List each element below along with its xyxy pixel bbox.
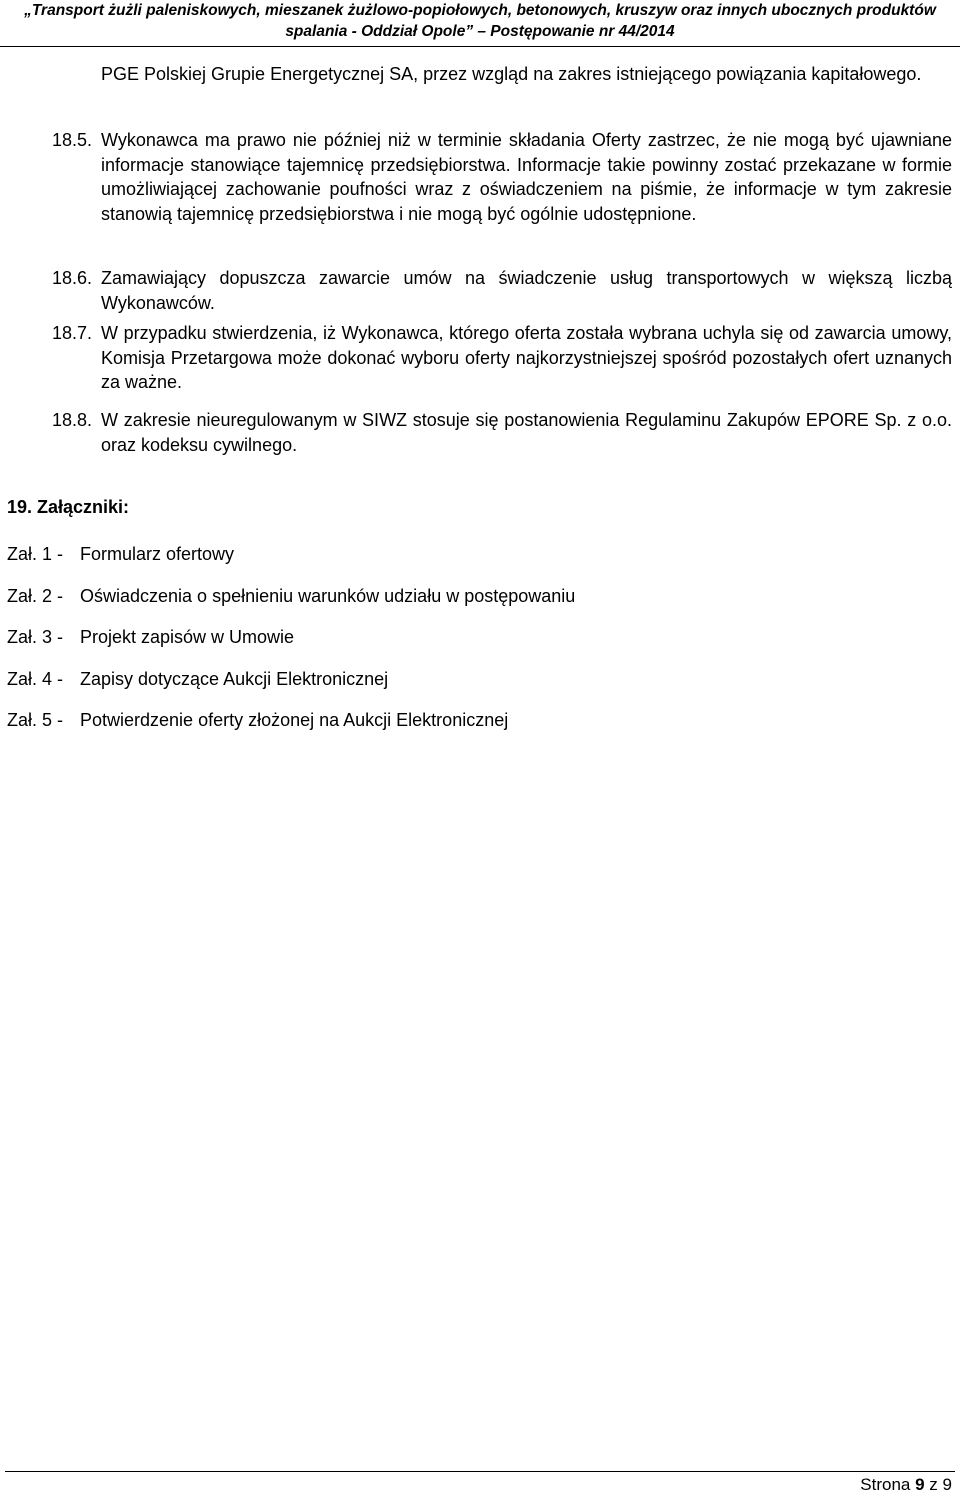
attachment-number: Zał. 4 - bbox=[7, 669, 64, 689]
attachment-number: Zał. 5 - bbox=[7, 710, 64, 730]
header-divider bbox=[0, 46, 960, 47]
attachment-number: Zał. 2 - bbox=[7, 586, 64, 606]
attachment-item bbox=[7, 584, 575, 608]
attachment-title: Zapisy dotyczące Aukcji Elektronicznej bbox=[80, 669, 389, 689]
continuation-paragraph: PGE Polskiej Grupie Energetycznej SA, przez wzgląd na zakres istniejącego powiązania kapitałowego. bbox=[101, 64, 922, 84]
attachment-title: Formularz ofertowy bbox=[80, 544, 235, 564]
paragraph-number-18-6: 18.6. bbox=[52, 268, 93, 288]
document-header bbox=[0, 0, 960, 42]
paragraph-number-18-8: 18.8. bbox=[52, 410, 93, 430]
attachment-number: Zał. 1 - bbox=[7, 544, 64, 564]
attachment-title: Oświadczenia o spełnieniu warunków udziału w postępowaniu bbox=[80, 586, 576, 606]
paragraph-18-6: Zamawiający dopuszcza zawarcie umów na świadczenie usług transportowych w większą liczbą Wykonawców. bbox=[101, 268, 952, 313]
paragraph-18-8: W zakresie nieuregulowanym w SIWZ stosuje się postanowienia Regulaminu Zakupów EPORE Sp. z o.o. oraz kodeksu cywilnego. bbox=[101, 410, 952, 455]
header-title-line-1: „Transport żużli paleniskowych, mieszanek żużlowo-popiołowych, betonowych, kruszyw oraz innych ubocznych produktów bbox=[24, 2, 936, 19]
footer-divider bbox=[5, 1471, 955, 1472]
header-title-line-2: spalania - Oddział Opole” – Postępowanie nr 44/2014 bbox=[285, 23, 675, 40]
attachment-item bbox=[7, 667, 388, 691]
current-page-number: 9 bbox=[915, 1475, 925, 1494]
attachment-item bbox=[7, 542, 234, 566]
section-heading-attachments: 19. Załączniki: bbox=[7, 497, 130, 517]
attachment-item bbox=[7, 625, 294, 649]
paragraph-18-7: W przypadku stwierdzenia, iż Wykonawca, którego oferta została wybrana uchyla się od zawarcia umowy, Komisja Przetargowa może dokonać wyboru oferty najkorzystniejszej spośród pozostałych ofert uznanych za ważne. bbox=[101, 323, 952, 392]
paragraph-number-18-5: 18.5. bbox=[52, 130, 93, 150]
attachment-item bbox=[7, 708, 508, 732]
total-pages-number: 9 bbox=[942, 1475, 952, 1494]
page-label: Strona bbox=[860, 1475, 911, 1494]
attachment-title: Projekt zapisów w Umowie bbox=[80, 627, 295, 647]
attachment-title: Potwierdzenie oferty złożonej na Aukcji Elektronicznej bbox=[80, 710, 509, 730]
page-number-footer bbox=[860, 1474, 952, 1496]
page-of-label: z bbox=[929, 1475, 938, 1494]
attachment-number: Zał. 3 - bbox=[7, 627, 64, 647]
paragraph-number-18-7: 18.7. bbox=[52, 323, 93, 343]
paragraph-18-5: Wykonawca ma prawo nie później niż w terminie składania Oferty zastrzec, że nie mogą być ujawniane informacje stanowiące tajemnicę przedsiębiorstwa. Informacje takie powinny zostać przekazane w formie umożliwiającej zachowanie poufności wraz z oświadczeniem na piśmie, że informacje w tym zakresie stanowią tajemnicę przedsiębiorstwa i nie mogą być ogólnie udostępnione. bbox=[101, 130, 952, 224]
